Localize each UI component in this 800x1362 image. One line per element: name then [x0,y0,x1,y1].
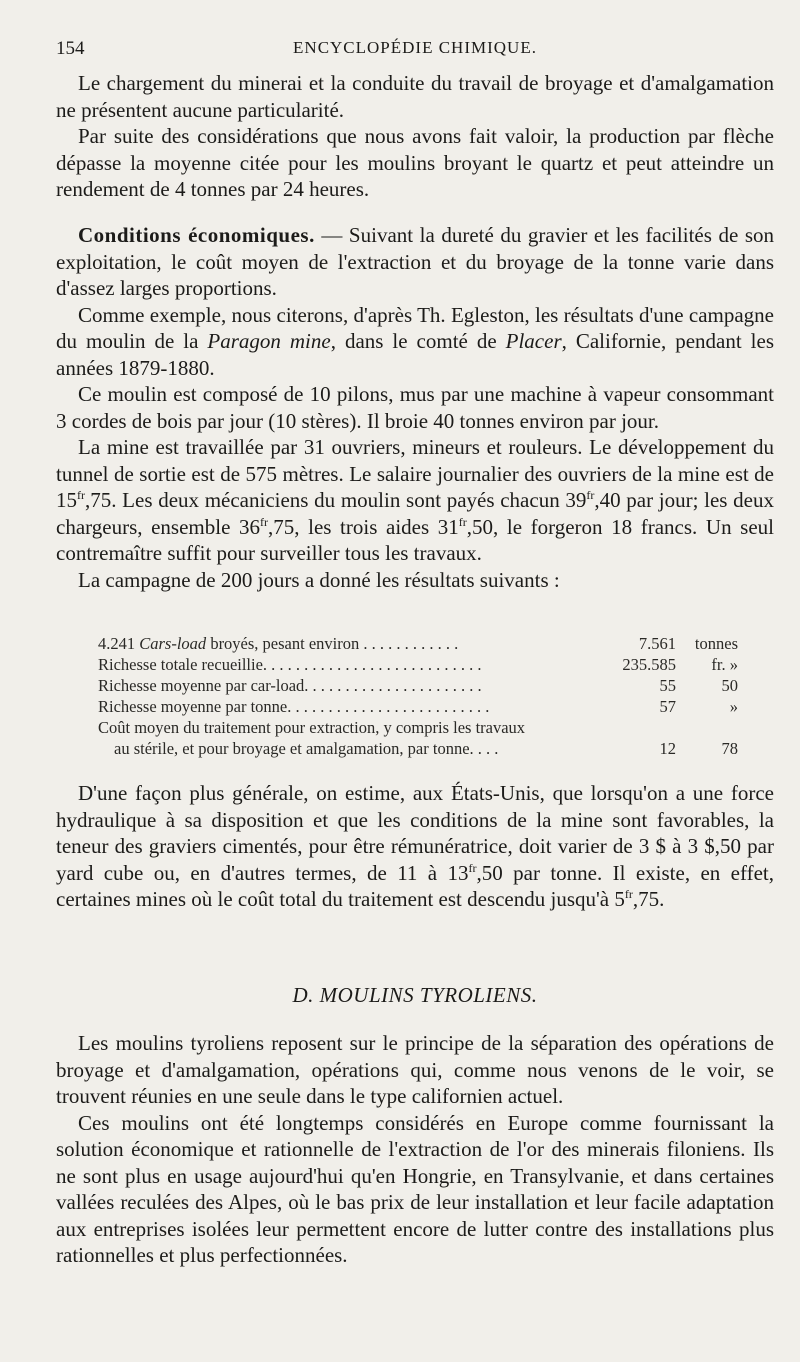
page-number: 154 [56,38,85,59]
results-table [98,633,738,759]
intro-block [56,70,774,203]
table-row: Richesse moyenne par tonne. . . . . . . . . . . . . . . . . . . . . . . . . 57 » [98,697,738,716]
section-heading: Conditions économiques. [78,223,315,247]
tyrolean-block [56,1030,774,1269]
paragraph: Conditions économiques. — Suivant la dureté du gravier et les facilités de son exploitation, le coût moyen de l'extraction et du broyage de la tonne varie dans d'assez larges proportions. [56,223,774,300]
paragraph: Par suite des considérations que nous avons fait valoir, la production par flèche dépasse la moyenne citée pour les moulins broyant le quartz et peut atteindre un rendement de 4 tonnes par 24 heures. [56,124,774,201]
economics-block [56,222,774,593]
paragraph: Ce moulin est composé de 10 pilons, mus par une machine à vapeur consommant 3 cordes de bois par jour (10 stères). Il broie 40 tonnes environ par jour. [56,382,774,433]
table-row: Coût moyen du traitement pour extraction, y compris les travaux [98,718,526,737]
paragraph: Ces moulins ont été longtemps considérés en Europe comme fournissant la solution économique et rationnelle de l'extraction de l'or des minerais filoniens. Ils ne sont plus en usage aujourd'hui qu'en Hongrie, en Transylvanie, et dans certaines vallées reculées des Alpes, où le bas prix de leur installation et leur facile adaptation aux entreprises isolées leur permettent encore de lutter contre des installations plus rationnelles et plus perfectionnées. [56,1110,774,1267]
paragraph: La mine est travaillée par 31 ouvriers, mineurs et rouleurs. Le développement du tunnel de sortie est de 575 mètres. Le salaire journalier des ouvriers de la mine est de $15^{fr},75$. Les deux mécaniciens du moulin sont payés chacun $39^{fr},40$ par jour; les deux chargeurs, ensemble $36^{fr},75$, les trois aides $31^{fr},50$, le forgeron 18 francs. Un seul contremaître suffit pour surveiller tous les travaux. [56,435,775,565]
paragraph: La campagne de 200 jours a donné les résultats suivants : [78,567,560,592]
paragraph: Le chargement du minerai et la conduite du travail de broyage et d'amalgamation ne présentent aucune particularité. [56,71,774,122]
county-name: Placer [505,329,562,353]
table-row: Richesse totale recueillie. . . . . . . . . . . . . . . . . . . . . . . . . . . 235.585 fr. » [98,655,738,674]
page-header [56,38,774,62]
running-title: ENCYCLOPÉDIE CHIMIQUE. [293,38,537,57]
table-row: 4.241 Cars-load broyés, pesant environ . . . . . . . . . . . . 7.561 tonnes [98,634,738,653]
mine-name: Paragon mine [207,329,331,353]
table-row: Richesse moyenne par car-load. . . . . . . . . . . . . . . . . . . . . . 55 50 [98,676,738,695]
paragraph: D'une façon plus générale, on estime, aux États-Unis, que lorsqu'on a une force hydraulique à sa disposition et que les conditions de la mine sont favorables, la teneur des graviers cimentés, pour être rémunératrice, doit varier de 3 $ à 3 $,50 par yard cube ou, en d'autres termes, de 11 à $13^{fr},50$ par tonne. Il existe, en effet, certaines mines où le coût total du traitement est descendu jusqu'à $5^{fr},75$. [56,781,774,911]
paragraph: Comme exemple, nous citerons, d'après Th. Egleston, les résultats d'une campagne du moulin de la Paragon mine, dans le comté de Placer, Californie, pendant les années 1879-1880. [56,302,775,380]
paragraph: Les moulins tyroliens reposent sur le principe de la séparation des opérations de broyage et d'amalgamation, opérations qui, comme nous venons de le voir, se trouvent réunies en une seule dans le type californien actuel. [56,1031,774,1108]
general-block [56,780,774,913]
section-title: D. MOULINS TYROLIENS. [292,983,538,1007]
table-row: au stérile, et pour broyage et amalgamation, par tonne. . . . 12 78 [114,739,738,758]
